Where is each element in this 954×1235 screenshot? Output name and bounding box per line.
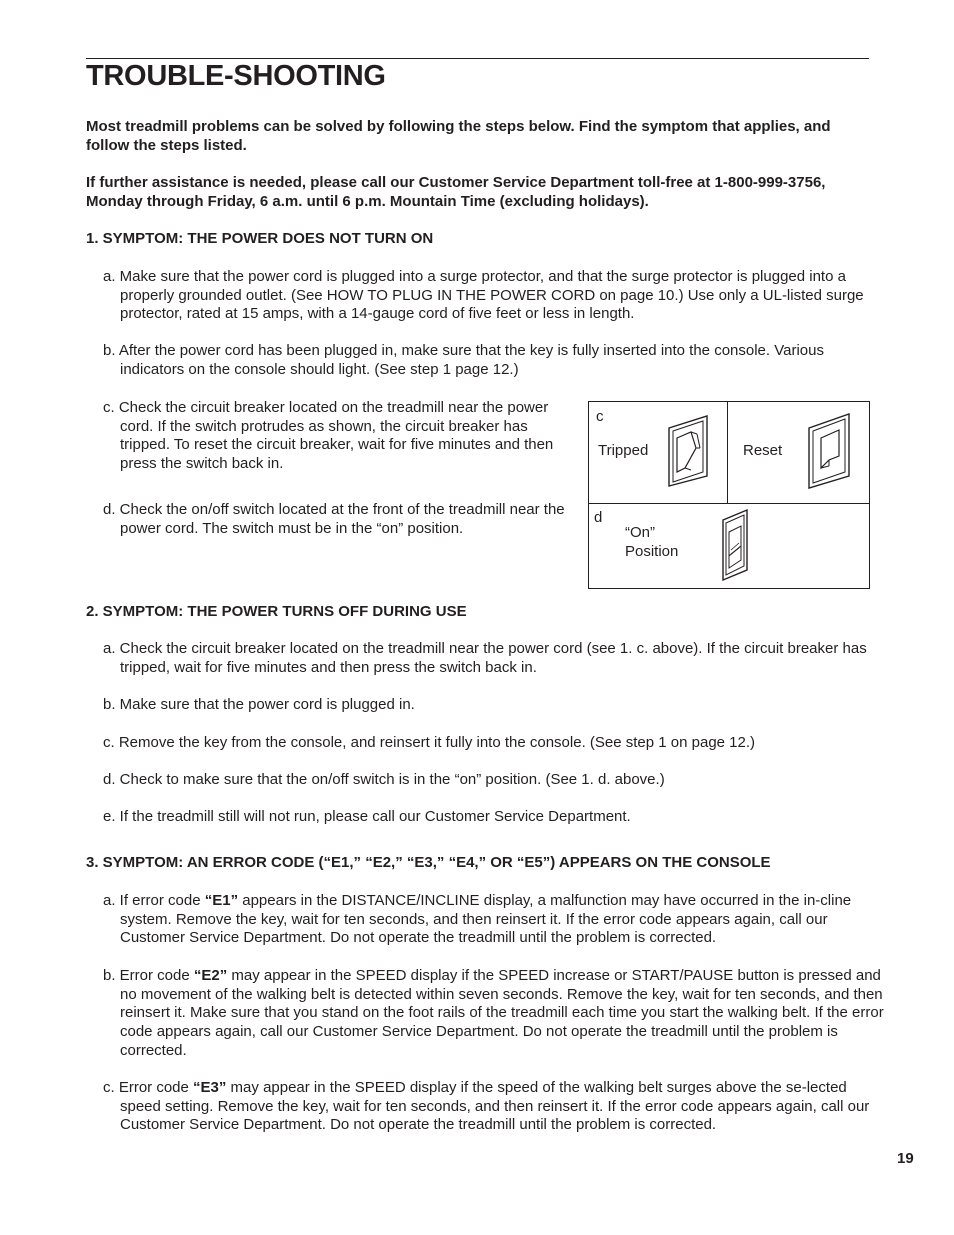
symptom-3-step-c [103, 1079, 888, 1135]
figure-label-c: c [596, 408, 604, 425]
symptom-2-step-b: b. Make sure that the power cord is plugged in. [103, 696, 415, 713]
figure-divider-vertical [727, 402, 728, 503]
page-title: TROUBLE-SHOOTING [86, 60, 386, 92]
error-code-e2: “E2” [193, 967, 228, 984]
step-c-lead: c. Error code [103, 1079, 194, 1096]
symptom-2-step-a: a. Check the circuit breaker located on the treadmill near the power cord (see 1. c. above). If the circuit breaker has tripped, wait for five minutes and then press the switch back in. [103, 640, 867, 676]
step-b-lead: b. Error code [103, 967, 194, 984]
symptom-2-step-e: e. If the treadmill still will not run, please call our Customer Service Department. [103, 808, 631, 825]
symptom-1-step-d: d. Check the on/off switch located at the front of the treadmill near the power cord. The switch must be in the “on” position. [103, 501, 565, 537]
symptom-2-step-c: c. Remove the key from the console, and reinsert it fully into the console. (See step 1 on page 12.) [103, 734, 756, 751]
figure-divider-horizontal [589, 503, 869, 504]
tripped-label: Tripped [598, 442, 649, 459]
step-a-text: appears in the DISTANCE/INCLINE display, a malfunction may have occurred in the in-cline system. Remove the key, wait for ten seconds, and then reinsert it. If the error code appears again, call our Customer Service Department. Do not operate the treadmill until the problem is corrected. [120, 892, 852, 947]
on-position-label-line2: Position [625, 543, 679, 560]
symptom-1-heading: 1. SYMPTOM: THE POWER DOES NOT TURN ON [86, 230, 434, 247]
symptom-1-step-b: b. After the power cord has been plugged in, make sure that the key is fully inserted into the console. Various indicators on the console should light. (See step 1 page 12.) [103, 342, 824, 378]
step-b-text: may appear in the SPEED display if the SPEED increase or START/PAUSE button is pressed and no movement of the walking belt is detected within seven seconds. Remove the key, wait for ten seconds, and then reinsert it. Make sure that you stand on the foot rails of the treadmill each time you start the walking belt. If the error code appears again, call our Customer Service Department. Do not operate the treadmill until the problem is corrected. [120, 967, 884, 1059]
symptom-1-step-c: c. Check the circuit breaker located on the treadmill near the power cord. If the switch protrudes as shown, the circuit breaker has tripped. To reset the circuit breaker, wait for five minutes and then press the switch back in. [103, 399, 554, 473]
symptom-3-step-a [103, 892, 888, 948]
on-off-switch-icon [719, 508, 751, 582]
page-number: 19 [897, 1150, 914, 1167]
symptom-3-heading: 3. SYMPTOM: AN ERROR CODE (“E1,” “E2,” “E3,” “E4,” OR “E5”) APPEARS ON THE CONSOLE [86, 854, 771, 871]
on-position-label-line1: “On” [625, 524, 655, 541]
error-code-e1: “E1” [204, 892, 239, 909]
switch-figure [588, 401, 870, 589]
symptom-1-step-a: a. Make sure that the power cord is plugged into a surge protector, and that the surge protector is plugged into a properly grounded outlet. (See HOW TO PLUG IN THE POWER CORD on page 10.) Use only a UL-listed surge protector, rated at 15 amps, with a 14-gauge cord of five feet or less in length. [103, 268, 864, 323]
error-code-e3: “E3” [193, 1079, 227, 1096]
contact-paragraph: If further assistance is needed, please call our Customer Service Department toll-free at 1-800-999-3756, Monday through Friday, 6 a.m. until 6 p.m. Mountain Time (excluding holidays). [86, 174, 826, 210]
header-rule [86, 58, 869, 59]
symptom-2-step-d: d. Check to make sure that the on/off switch is in the “on” position. (See 1. d. above.) [103, 771, 665, 788]
step-c-text: may appear in the SPEED display if the speed of the walking belt surges above the se-lected speed setting. Remove the key, wait for ten seconds, and then reinsert it. If the error code appears again, call our Customer Service Department. Do not operate the treadmill until the problem is corrected. [120, 1079, 870, 1134]
tripped-breaker-icon [663, 412, 713, 488]
symptom-2-heading: 2. SYMPTOM: THE POWER TURNS OFF DURING USE [86, 603, 467, 620]
reset-label: Reset [743, 442, 783, 459]
figure-label-d: d [594, 509, 603, 526]
intro-paragraph: Most treadmill problems can be solved by following the steps below. Find the symptom that applies, and follow the steps listed. [86, 118, 831, 154]
symptom-3-step-b [103, 967, 888, 1061]
step-a-lead: a. If error code [103, 892, 205, 909]
reset-breaker-icon [803, 410, 855, 490]
